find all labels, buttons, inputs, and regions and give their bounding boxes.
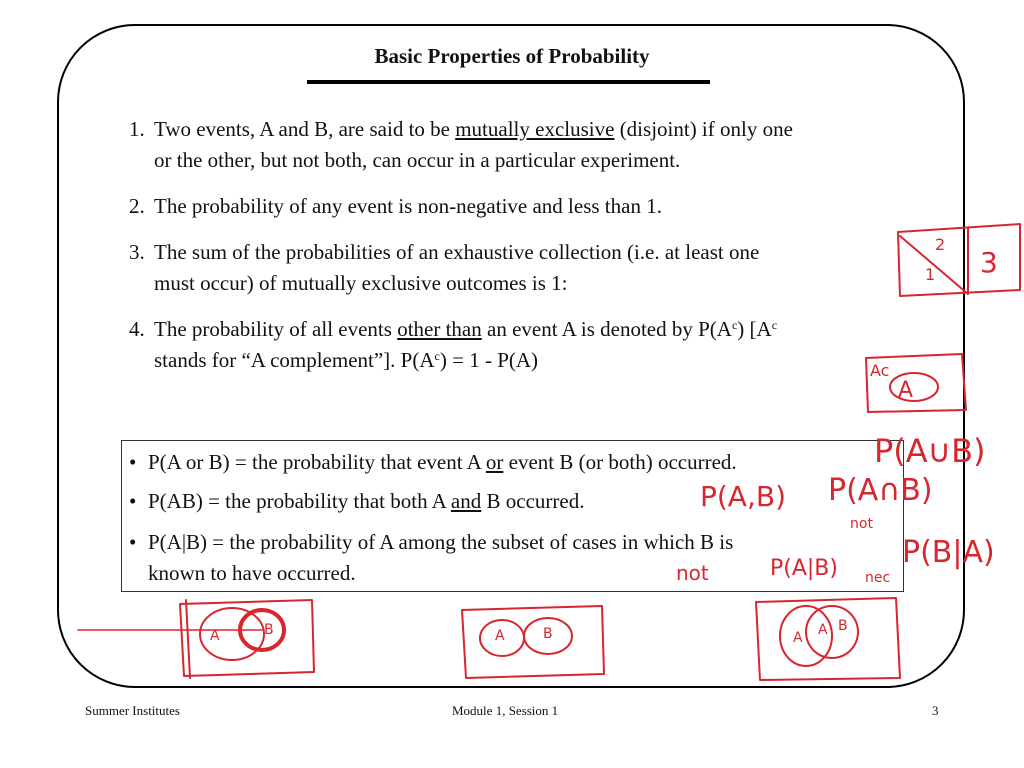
page-number: 3 <box>932 703 939 718</box>
venn1-label-b: B <box>264 622 274 638</box>
footer-left: Summer Institutes <box>85 703 180 718</box>
underlined-term: or <box>485 450 504 474</box>
underlined-term: and <box>450 489 482 513</box>
definition-bullet-1: • P(A or B) = the probability that event A or event B (or both) occurred. <box>129 447 737 478</box>
item-line: Two events, A and B, are said to be mutually exclusive (disjoint) if only one <box>154 117 793 141</box>
venn3-label-a2: A <box>818 622 828 638</box>
note-two: 2 <box>935 235 946 254</box>
note-p-a-intersect-b: P(A∩B) <box>828 473 933 508</box>
venn3-label-b: B <box>838 618 848 634</box>
note-not-left: not <box>676 561 709 585</box>
note-p-a-given-b: P(A|B) <box>770 556 838 581</box>
note-nec: nec <box>865 570 891 586</box>
item-number: 2. <box>129 194 145 218</box>
note-one: 1 <box>925 265 936 284</box>
note-three: 3 <box>980 246 998 279</box>
property-item-1 <box>129 114 793 176</box>
bullet-symbol: • <box>129 450 137 474</box>
item-number: 1. <box>129 117 145 141</box>
item-line: The sum of the probabilities of an exhaustive collection (i.e. at least one <box>154 240 760 264</box>
title-underline <box>307 80 710 84</box>
note-p-a-union-b: P(A∪B) <box>874 432 986 470</box>
underlined-term: other than <box>397 317 482 341</box>
definition-bullet-3: • P(A|B) = the probability of A among the subset of cases in which B is known to have occurred. <box>129 527 733 589</box>
property-item-2 <box>129 191 662 222</box>
slide-title: Basic Properties of Probability <box>374 44 650 68</box>
note-a-complement: Ac <box>870 361 890 380</box>
bullet-symbol: • <box>129 530 137 554</box>
item-line: The probability of all events other than an event A is denoted by $P(A^c)$ [$A^c$ <box>154 317 778 341</box>
item-line: must occur) of mutually exclusive outcomes is 1: <box>154 271 568 295</box>
note-p-a-comma-b: P(A,B) <box>700 480 786 513</box>
underlined-term: mutually exclusive <box>455 117 615 141</box>
note-a: A <box>898 378 914 403</box>
venn3-label-a: A <box>793 630 803 646</box>
definition-bullet-2: • P(AB) = the probability that both A and B occurred. <box>129 486 584 517</box>
bullet-symbol: • <box>129 489 137 513</box>
item-line: The probability of any event is non-negative and less than 1. <box>154 194 662 218</box>
venn2-label-b: B <box>543 626 553 642</box>
footer-center: Module 1, Session 1 <box>452 703 559 718</box>
property-item-4 <box>129 314 777 376</box>
venn2-label-a: A <box>495 628 505 644</box>
item-line: or the other, but not both, can occur in a particular experiment. <box>154 148 681 172</box>
note-p-b-given-a: P(B|A) <box>902 535 995 570</box>
venn1-label-a: A <box>210 628 220 644</box>
item-number: 4. <box>129 317 145 341</box>
note-not-right: not <box>850 516 873 532</box>
item-line: stands for “A complement”]. $P(A^c) = 1 - P(A)$ <box>154 348 539 372</box>
property-item-3 <box>129 237 759 299</box>
item-number: 3. <box>129 240 145 264</box>
